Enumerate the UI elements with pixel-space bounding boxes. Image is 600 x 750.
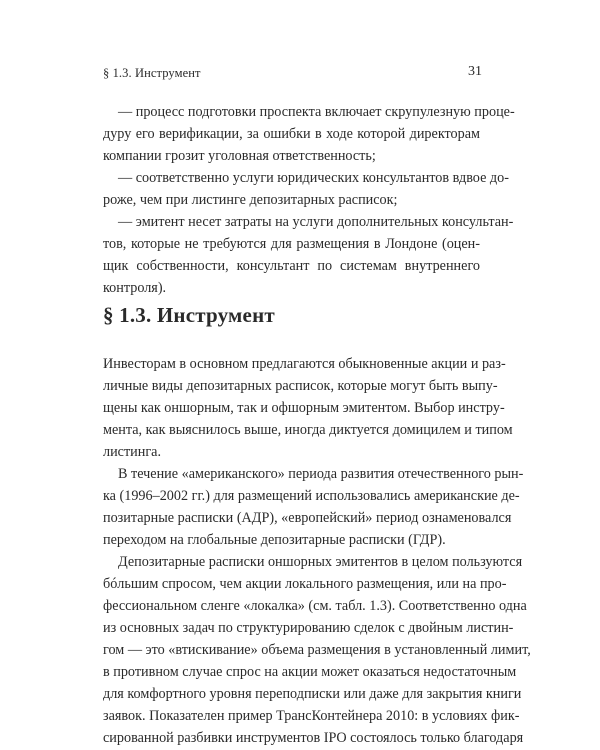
body-line: Депозитарные расписки оншорных эмитентов в целом пользуются	[118, 554, 523, 570]
body-line: В течение «американского» периода развития отечественного рын-	[118, 466, 524, 482]
body-line: Инвесторам в основном предлагаются обыкновенные акции и раз-	[103, 356, 506, 372]
body-line: гом — это «втискивание» объема размещения в установленный лимит,	[103, 642, 531, 658]
body-line: в противном случае спрос на акции может оказаться недостаточным	[103, 664, 517, 680]
page-number: 31	[468, 64, 482, 79]
body-line: из основных задач по структурированию сделок с двойным листин-	[103, 620, 514, 636]
list-line: компании грозит уголовная ответственность;	[103, 148, 376, 164]
body-line: переходом на глобальные депозитарные расписки (ГДР).	[103, 532, 446, 548]
running-head-title: § 1.3. Инструмент	[103, 66, 201, 80]
list-line: тов, которые не требуются для размещения в Лондоне (оцен-	[103, 236, 480, 252]
list-line: щик собственности, консультант по системам внутреннего	[103, 258, 480, 274]
list-line: дуру его верификации, за ошибки в ходе которой директорам	[103, 126, 480, 142]
body-line: сированной разбивки инструментов IPO состоялось только благодаря	[103, 730, 524, 746]
body-line: фессиональном сленге «локалка» (см. табл. 1.3). Соответственно одна	[103, 598, 527, 614]
body-line: щены как оншорным, так и офшорным эмитентом. Выбор инстру-	[103, 400, 505, 416]
body-line: личные виды депозитарных расписок, которые могут быть выпу-	[103, 378, 498, 394]
section-heading: § 1.3. Инструмент	[103, 303, 275, 327]
body-line: позитарные расписки (АДР), «европейский» период ознаменовался	[103, 510, 512, 526]
body-line: бóльшим спросом, чем акции локального размещения, или на про-	[103, 576, 507, 592]
body-line: листинга.	[103, 444, 162, 460]
list-line: — процесс подготовки проспекта включает скрупулезную проце-	[118, 104, 515, 120]
body-line: заявок. Показателен пример ТрансКонтейнера 2010: в условиях фик-	[103, 708, 520, 724]
list-line: — эмитент несет затраты на услуги дополнительных консультан-	[118, 214, 514, 230]
list-line: контроля).	[103, 280, 167, 296]
list-line: роже, чем при листинге депозитарных расписок;	[103, 192, 398, 208]
list-line: — соответственно услуги юридических консультантов вдвое до-	[118, 170, 509, 186]
body-line: для комфортного уровня переподписки или даже для закрытия книги	[103, 686, 522, 702]
body-line: ка (1996–2002 гг.) для размещений использовались американские де-	[103, 488, 520, 504]
body-line: мента, как выяснилось выше, иногда диктуется домицилем и типом	[103, 422, 513, 438]
